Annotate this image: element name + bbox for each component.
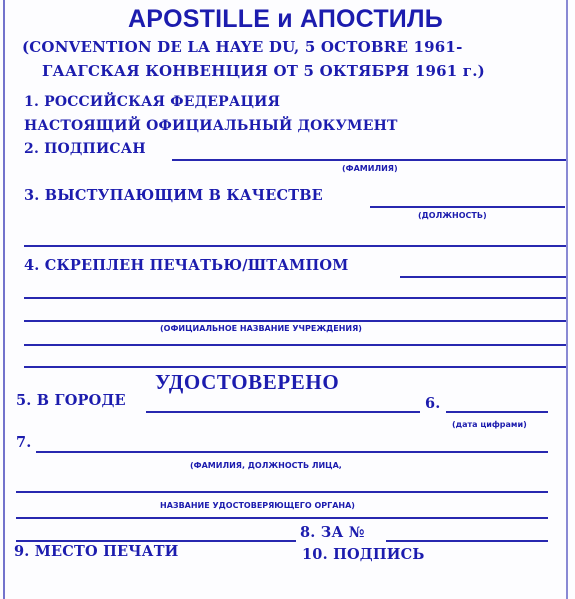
country-line: 1. РОССИЙСКАЯ ФЕДЕРАЦИЯ — [24, 94, 281, 110]
stamp-border-left — [3, 0, 5, 599]
certified-heading: УДОСТОВЕРЕНО — [155, 370, 340, 394]
seal-place-label: 9. МЕСТО ПЕЧАТИ — [14, 543, 179, 560]
acting-as-line-2 — [24, 245, 566, 247]
number-label: 8. ЗА № — [300, 524, 365, 541]
authority-hint: НАЗВАНИЕ УДОСТОВЕРЯЮЩЕГО ОРГАНА) — [160, 501, 355, 510]
stamp-title: APOSTILLE и АПОСТИЛЬ — [128, 5, 443, 33]
sealed-line-2 — [24, 297, 566, 299]
signed-by-line — [172, 159, 566, 161]
position-hint: (ДОЛЖНОСТЬ) — [418, 211, 487, 220]
sealed-line-4 — [24, 344, 566, 346]
convention-title-russian: ГААГСКАЯ КОНВЕНЦИЯ ОТ 5 ОКТЯБРЯ 1961 г.) — [42, 62, 485, 80]
sealed-line-3 — [24, 320, 566, 322]
signature-label: 10. ПОДПИСЬ — [302, 546, 425, 563]
sealed-label: 4. СКРЕПЛЕН ПЕЧАТЬЮ/ШТАМПОМ — [24, 257, 349, 274]
official-line-2 — [16, 491, 548, 493]
number-prefix-line — [16, 540, 296, 542]
convention-title-french: (CONVENTION DE LA HAYE DU, 5 OCTOBRE 1961- — [22, 38, 463, 56]
institution-hint: (ОФИЦИАЛЬНОЕ НАЗВАНИЕ УЧРЕЖДЕНИЯ) — [160, 324, 362, 333]
official-hint: (ФАМИЛИЯ, ДОЛЖНОСТЬ ЛИЦА, — [190, 461, 342, 470]
acting-as-line — [370, 206, 565, 208]
date-label: 6. — [425, 395, 441, 412]
city-label: 5. В ГОРОДЕ — [16, 392, 126, 409]
stamp-border-right — [566, 0, 568, 599]
number-line — [386, 540, 548, 542]
sealed-line-5 — [24, 366, 566, 368]
document-line: НАСТОЯЩИЙ ОФИЦИАЛЬНЫЙ ДОКУМЕНТ — [24, 118, 398, 134]
acting-as-label: 3. ВЫСТУПАЮЩИМ В КАЧЕСТВЕ — [24, 187, 323, 204]
date-hint: (дата цифрами) — [452, 420, 527, 429]
certified-by-line — [36, 451, 548, 453]
certified-by-label: 7. — [16, 434, 32, 451]
city-line — [146, 411, 420, 413]
signed-by-label: 2. ПОДПИСАН — [24, 141, 146, 157]
sealed-line — [400, 276, 566, 278]
official-line-3 — [16, 517, 548, 519]
date-line — [446, 411, 548, 413]
surname-hint: (ФАМИЛИЯ) — [342, 164, 398, 173]
